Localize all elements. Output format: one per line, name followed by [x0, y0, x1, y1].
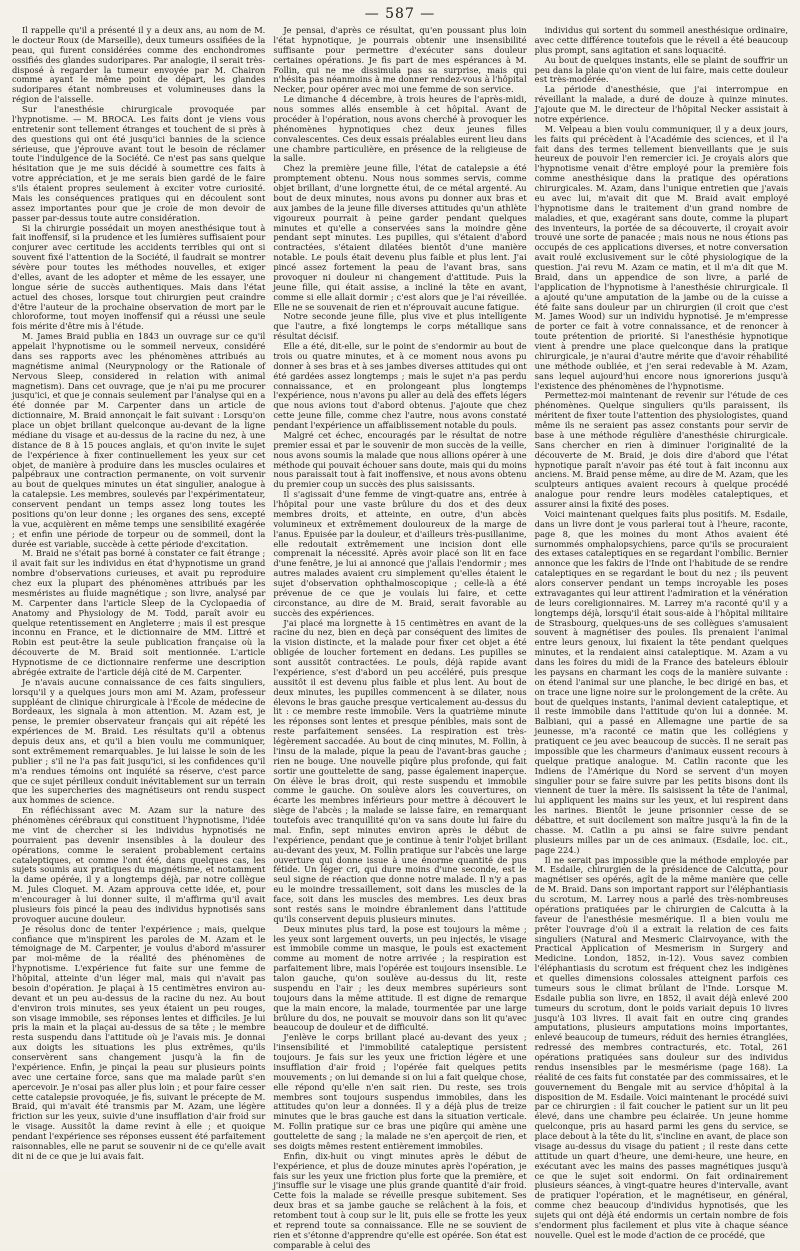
page-header: [12, 6, 788, 26]
page-number: — 587 —: [364, 6, 436, 22]
paragraph: Voici maintenant quelques faits plus positifs. M. Esdaile, dans un livre dont je vous parlerai tout à l'heure, raconte, page 8, que les moines du mont Athos avaient été surnommés omphalopsychiens, parce qu'ils se procuraient des extases cataleptiques en se regardant l'ombilic. Bernier annonce que les fakirs de l'Inde ont l'habitude de se rendre cataleptiques en se regardant le bout du nez ; ils peuvent alors conserver pendant un temps incroyable les poses extravagantes qui leur attirent l'admiration et la vénération de leurs coreligionnaires. M. Larrey m'a raconté qu'il y a longtemps déjà, lorsqu'il était sous-aide à l'hôpital militaire de Strasbourg, quelques-uns de ses collègues s'amusaient souvent à magnétiser des poules. Ils prenaient l'animal entre leurs genoux, lui fixaient la tête pendant quelques minutes, et la rendaient ainsi cataleptique. M. Azam a vu dans les foires du midi de la France des bateleurs éblouir les paysans en charmant les coqs de la manière suivante : on étend l'animal sur une planche, le bec dirigé en bas, et on trace une ligne noire sur le prolongement de la crête. Au bout de quelques instants, l'animal devient cataleptique, et il reste immobile dans l'attitude qu'on lui a donnée. M. Balbiani, qui a passé en Allemagne une partie de sa jeunesse, m'a raconté ce matin que les collégiens y pratiquent ce jeu avec beaucoup de succès. Il ne serait pas impossible que les charmeurs d'animaux eussent recours à quelque pratique analogue. M. Catlin raconte que les Indiens de l'Amérique du Nord se servent d'un moyen singulier pour se faire suivre par les petits bisons dont ils viennent de tuer la mère. Ils saisissent la tête de l'animal, lui appliquent les mains sur les yeux, et lui respirent dans les narines. Bientôt le jeune prisonnier cesse de se débattre, et suit docilement son maître jusqu'à la fin de la chasse. M. Catlin a pu ainsi se faire suivre pendant plusieurs milles par un de ces animaux. (Esdaile, loc. cit., page 224.): [534, 508, 788, 855]
paragraph: M. Velpeau a bien voulu communiquer, il y a deux jours, les faits qui précèdent à l'Académie des sciences, et il l'a fait dans des termes tellement bienveillants que je suis heureux de pouvoir l'en remercier ici. Je croyais alors que l'hypnotisme venait d'être employé pour la première fois comme anesthésique dans la pratique des opérations chirurgicales. M. Azam, dans l'unique entretien que j'avais eu avec lui, m'avait dit que M. Braid avait employé l'hypnotisme dans le traitement d'un grand nombre de maladies, et que, exagérant sans doute, comme la plupart des inventeurs, la portée de sa découverte, il croyait avoir trouvé une sorte de panacée ; mais nous ne nous étions pas occupés de ces applications diverses, et notre conversation avait roulé exclusivement sur le côté physiologique de la question. J'ai revu M. Azam ce matin, et il m'a dit que M. Braid, dans un appendice de son livre, a parlé de l'application de l'hypnotisme à l'anesthésie chirurgicale. Il a ajouté qu'une amputation de la jambe ou de la cuisse a été faite sans douleur par un chirurgien (il croit que c'est M. James Wood) sur un individu hypnotisé. Je m'empresse de porter ce fait à votre connaissance, et de renoncer à toute prétention de priorité. Si l'anesthésie hypnotique vient à prendre une place quelconque dans la pratique chirurgicale, je n'aurai d'autre mérite que d'avoir réhabilité une méthode oubliée, et j'en serai redevable à M. Azam, sans lequel aujourd'hui encore nous ignorerions jusqu'à l'existence des phénomènes de l'hypnotisme.: [534, 123, 788, 391]
paragraph: M. Braid ne s'était pas borné à constater ce fait étrange ; il avait fait sur les individus en état d'hypnotisme un grand nombre d'observations curieuses, et avait pu reproduire chez eux la plupart des phénomènes attribués par les mesméristes au fluide magnétique ; son livre, analysé par M. Carpenter dans l'article Sleep de la Cyclopaedia of Anatomy and Physiology de M. Todd, paraît avoir eu quelque retentissement en Angleterre ; mais il est presque inconnu en France, et le dictionnaire de MM. Littré et Robin est peut-être la seule publication française où la découverte de M. Braid soit mentionnée. L'article Hypnotisme de ce dictionnaire renferme une description abrégée extraite de l'article déjà cité de M. Carpenter.: [12, 548, 266, 677]
paragraph: individus qui sortent du sommeil anesthésique ordinaire, avec cette différence toutefois que le réveil a été beaucoup plus prompt, sans agitation et sans loquacité.: [534, 25, 788, 55]
paragraph: Malgré cet échec, encouragés par le résultat de notre premier essai et par le souvenir de mon succès de la veille, nous avons soumis la malade que nous allions opérer à une méthode qui pouvait échouer sans doute, mais qui du moins nous paraissait tout à fait inoffensive, et nous avons obtenu du premier coup un succès des plus saisissants.: [273, 429, 527, 490]
paragraph: Je pensai, d'après ce résultat, qu'en poussant plus loin l'état hypnotique, je pourrais obtenir une insensibilité suffisante pour permettre d'exécuter sans douleur certaines opérations. Je fis part de mes espérances à M. Follin, qui ne me dissimula pas sa surprise, mais qui n'hésita pas néanmoins à me donner rendez-vous à l'hôpital Necker, pour opérer avec moi une femme de son service.: [273, 25, 527, 95]
text-columns: [12, 25, 788, 1250]
paragraph: J'enlève le corps brillant placé au-devant des yeux ; l'insensibilité et l'immobilité cataleptique persistent toujours. Je fais sur les yeux une friction légère et une insufflation d'air froid ; l'opérée fait quelques petits mouvements ; on lui demande si on lui a fait quelque chose, elle répond qu'elle n'en sait rien. Du reste, ses trois membres sont toujours suspendus immobiles, dans les attitudes qu'on leur a données. Il y a déjà plus de treize minutes que le bras gauche est dans la situation verticale. M. Follin pratique sur ce bras une piqûre qui amène une gouttelette de sang ; la malade ne s'en aperçoit de rien, et ses doigts mêmes restent entièrement immobiles.: [273, 1032, 527, 1151]
paragraph: Permettez-moi maintenant de revenir sur l'étude de ces phénomènes. Quelque singuliers qu'ils paraissent, ils méritent de fixer toute l'attention des physiologistes, quand même ils ne seraient pas assez constants pour servir de base à une méthode régulière d'anesthésie chirurgicale. Sans chercher en rien à diminuer l'originalité de la découverte de M. Braid, je dois dire d'abord que l'état hypnotique paraît n'avoir pas été tout à fait inconnu aux anciens. M. Braid pense même, au dire de M. Azam, que les sculpteurs antiques avaient recours à quelque procédé analogue pour rendre leurs modèles cataleptiques, et assurer ainsi la fixité des poses.: [534, 390, 788, 509]
paragraph: Le dimanche 4 décembre, à trois heures de l'après-midi, nous sommes allés ensemble à cet hôpital. Avant de procéder à l'opération, nous avons cherché à provoquer les phénomènes hypnotiques chez deux jeunes filles convalescentes. Ces deux essais préalables eurent lieu dans une chambre particulière, en présence de la religieuse de la salle.: [273, 94, 527, 164]
paragraph: La période d'anesthésie, que j'ai interrompue en réveillant la malade, a duré de douze à quinze minutes. J'ajoute que M. le directeur de l'hôpital Necker assistait à notre expérience.: [534, 84, 788, 124]
paragraph: Si la chirurgie possédait un moyen anesthésique tout à fait inoffensif, si la prudence et les lumières suffisaient pour conjurer avec certitude les accidents terribles qui ont si souvent fixé l'attention de la Société, il faudrait se montrer sévère pour toutes les méthodes nouvelles, et exiger d'elles, avant de les adopter et même de les essayer, une longue série de succès authentiques. Mais dans l'état actuel des choses, lorsque tout chirurgien peut craindre d'être l'auteur de la prochaine observation de mort par le chloroforme, tout moyen inoffensif qui a réussi une seule fois mérite d'être mis à l'étude.: [12, 222, 266, 332]
paragraph: Notre seconde jeune fille, plus vive et plus intelligente que l'autre, a fixé longtemps le corps métallique sans résultat décisif.: [273, 311, 527, 342]
paragraph: J'ai placé ma lorgnette à 15 centimètres en avant de la racine du nez, bien en deçà par conséquent des limites de la vision distincte, et la malade pour fixer cet objet a été obligée de loucher fortement en dedans. Les pupilles se sont aussitôt contractées. Le pouls, déjà rapide avant l'expérience, s'est d'abord un peu accéléré, puis presque aussitôt il est devenu plus faible et plus lent. Au bout de deux minutes, les pupilles commencent à se dilater, nous élevons le bras gauche presque verticalement au-dessus du lit : ce membre reste immobile. Vers la quatrième minute les réponses sont lentes et presque pénibles, mais sont de reste parfaitement sensées. La respiration est très-légèrement saccadée. Au bout de cinq minutes, M. Follin, à l'insu de la malade, pique la peau de l'avant-bras gauche ; rien ne bouge. Une nouvelle piqûre plus profonde, qui fait sortir une gouttelette de sang, passe également inaperçue. On élève le bras droit, qui reste suspendu et immobile comme le gauche. On soulève alors les couvertures, on écarte les membres inférieurs pour mettre à découvert le siège de l'abcès ; la malade se laisse faire, en remarquant toutefois avec tranquillité qu'on va sans doute lui faire du mal. Enfin, sept minutes environ après le début de l'expérience, pendant que je continue à tenir l'objet brillant au-devant des yeux, M. Follin pratique sur l'abcès une large ouverture qui donne issue à une énorme quantité de pus fétide. Un léger cri, qui dure moins d'une seconde, est le seul signe de réaction que donne notre malade. Il n'y a pas eu le moindre tressaillement, soit dans les muscles de la face, soit dans les muscles des membres. Les deux bras sont restés sans le moindre ébranlement dans l'attitude qu'ils conservent depuis plusieurs minutes.: [273, 617, 527, 924]
paragraph: Je n'avais aucune connaissance de ces faits singuliers, lorsqu'il y a quelques jours mon ami M. Azam, professeur suppléant de clinique chirurgicale à l'École de médecine de Bordeaux, les signala à mon attention. M. Azam est, je pense, le premier observateur français qui ait répété les expériences de M. Braid. Les résultats qu'il a obtenus depuis deux ans, et qu'il a bien voulu me communiquer, sont extrêmement remarquables. Je lui laisse le soin de les publier ; s'il ne l'a pas fait jusqu'ici, si les confidences qu'il m'a rendues témoins ont inquiété sa réserve, c'est parce que ce sujet périlleux conduit inévitablement sur un terrain que les supercheries des magnétiseurs ont rendu suspect aux hommes de science.: [12, 676, 266, 806]
paragraph: Je résolus donc de tenter l'expérience ; mais, quelque confiance que m'inspirent les paroles de M. Azam et le témoignage de M. Carpenter, je voulus d'abord m'assurer par moi-même de la réalité des phénomènes de l'hypnotisme. L'expérience fut faite sur une femme de l'hôpital, atteinte d'un léger mal, mais qui n'avait pas besoin d'opération. Je plaçai à 15 centimètres environ au-devant et un peu au-dessus de la racine du nez. Au bout d'environ trois minutes, ses yeux étaient un peu rouges, son visage immobile, ses réponses lentes et difficiles. Je lui pris la main et la plaçai au-dessus de sa tête ; le membre resta suspendu dans l'attitude où je l'avais mis. Je donnai aux doigts les situations les plus extrêmes, qu'ils conservèrent sans changement jusqu'à la fin de l'expérience. Enfin, je pinçai la peau sur plusieurs points avec une certaine force, sans que ma malade parût s'en apercevoir. Je n'osai pas aller plus loin ; et pour faire cesser cette catalepsie provoquée, je fis, suivant le précepte de M. Braid, qui m'avait été transmis par M. Azam, une légère friction sur les yeux, suivie d'une insufflation d'air froid sur le visage. Aussitôt la dame revint à elle ; et quoique pendant l'expérience ses réponses eussent été parfaitement raisonnables, elle ne parut se souvenir ni de ce qu'elle avait dit ni de ce que je lui avais fait.: [12, 923, 266, 1161]
column-left: [12, 26, 265, 1251]
paragraph: Chez la première jeune fille, l'état de catalepsie a été promptement obtenu. Nous nous sommes servis, comme objet brillant, d'une lorgnette étui, de ce métal argenté. Au bout de deux minutes, nous avons pu donner aux bras et aux jambes de la jeune fille diverses attitudes qu'un athlète vigoureux pourrait à peine garder pendant quelques minutes et qu'elle a conservées sans la moindre gêne pendant sept minutes. Les pupilles, qui s'étaient d'abord contractées, s'étaient dilatées bientôt d'une manière notable. Le pouls était devenu plus faible et plus lent. J'ai pincé assez fortement la peau de l'avant bras, sans provoquer ni douleur ni changement d'attitude. Puis la jeune fille, qui était assise, a incliné la tête en avant, comme si elle allait dormir ; c'est alors que je l'ai réveillée. Elle ne se souvenait de rien et n'éprouvait aucune fatigue.: [273, 163, 527, 312]
paragraph: Sur l'anesthésie chirurgicale provoquée par l'hypnotisme. — M. BROCA. Les faits dont je viens vous entretenir sont tellement étranges et touchent de si près à des questions qui ont été jusqu'ici bannies de la science sérieuse, que j'éprouve avant tout le besoin de réclamer toute l'indulgence de la Société. Ce n'est pas sans quelque hésitation que je me suis décidé à soumettre ces faits à votre appréciation, et je me serais bien gardé de le faire s'ils étaient propres seulement à exciter votre curiosité. Mais les conséquences pratiques qui en découlent sont assez importantes pour que je croie de mon devoir de passer par-dessus toute autre considération.: [12, 104, 266, 223]
paragraph: Il rappelle qu'il a présenté il y a deux ans, au nom de M. le docteur Roux (de Marseille), deux tumeurs ossifiées de la peau, qui furent considérées comme des enchondromes ossifiés des glandes sudoripares. Par analogie, il serait très-disposé à regarder la tumeur envoyée par M. Chairon comme ayant le même point de départ, les glandes sudoripares étant nombreuses et volumineuses dans la région de l'aisselle.: [12, 25, 266, 105]
paragraph: En réfléchissant avec M. Azam sur la nature des phénomènes cérébraux qui constituent l'hypnotisme, l'idée me vint de chercher si les individus hypnotisés ne pourraient pas devenir insensibles à la douleur des opérations, comme le seraient probablement certains cataleptiques, et comme l'ont été, dans quelques cas, les sujets soumis aux pratiques du magnétisme, et notamment la dame opérée, il y a longtemps déjà, par notre collègue M. Jules Cloquet. M. Azam approuva cette idée, et, pour m'encourager à lui donner suite, il m'affirma qu'il avait plusieurs fois pincé la peau des individus hypnotisés sans provoquer aucune douleur.: [12, 805, 266, 924]
paragraph: Au bout de quelques instants, elle se plaint de souffrir un peu dans la plaie qu'on vient de lui faire, mais cette douleur est très-modérée.: [534, 54, 788, 85]
paragraph: Deux minutes plus tard, la pose est toujours la même ; les yeux sont largement ouverts, un peu injectés, le visage est immobile comme un masque, le pouls est exactement comme au moment de notre arrivée ; la respiration est parfaitement libre, mais l'opérée est toujours insensible. Le talon gauche, qu'on soulève au-dessus du lit, reste suspendu en l'air ; les deux membres supérieurs sont toujours dans la même attitude. Il est digne de remarque que la main encore, la malade, tourmentée par une large brûlure du dos, ne pouvait se mouvoir dans son lit qu'avec beaucoup de douleur et de difficulté.: [273, 923, 527, 1033]
column-right: [535, 26, 788, 1251]
paragraph: Il s'agissait d'une femme de vingt-quatre ans, entrée à l'hôpital pour une vaste brûlure du dos et des deux membres droits, et atteinte, en outre, d'un abcès volumineux et extrêmement douloureux de la marge de l'anus. Épuisée par la douleur, et d'ailleurs très-pusillanime, elle redoutait extrêmement une incision dont elle comprenait la nécessité. Après avoir placé son lit en face d'une fenêtre, je lui ai annoncé que j'allais l'endormir ; mes autres malades avaient cru simplement qu'elles étaient le sujet d'observation ophthalmoscopique ; celle-là a été prévenue de ce que je voulais lui faire, et cette circonstance, au dire de M. Braid, serait favorable au succès des expériences.: [273, 489, 527, 618]
paragraph: Enfin, dix-huit ou vingt minutes après le début de l'expérience, et plus de douze minutes après l'opération, je fais sur les yeux une friction plus forte que la première, et j'insuffle sur le visage une plus grande quantité d'air froid. Cette fois la malade se réveille presque subitement. Ses deux bras et sa jambe gauche se relâchent à la fois, et retombent tout à coup sur le lit, puis elle se frotte les yeux et reprend toute sa connaissance. Elle ne se souvient de rien et s'étonne d'apprendre qu'elle est opérée. Son état est comparable à celui des: [273, 1150, 527, 1250]
column-middle: [273, 26, 526, 1251]
paragraph: Il ne serait pas impossible que la méthode employée par M. Esdaile, chirurgien de la présidence de Calcutta, pour magnétiser ses opérés, agît de la même manière que celle de M. Braid. Dans son important rapport sur l'éléphantiasis du scrotum, M. Larrey nous a parlé des très-nombreuses opérations pratiquées par le chirurgien de Calcutta à la faveur de l'anesthésie mesmérique. Il a bien voulu me prêter l'ouvrage d'où il a extrait la relation de ces faits singuliers (Natural and Mesmeric Clairvoyance, with the Practical Application of Mesmerism in Surgery and Medicine. London, 1852, in-12). Vous savez combien l'éléphantiasis du scrotum est fréquent chez les indigènes et quelles dimensions colossales atteignent parfois ces tumeurs sous le climat brûlant de l'Inde. Lorsque M. Esdaile publia son livre, en 1852, il avait déjà enlevé 200 tumeurs du scrotum, dont le poids variait depuis 10 livres jusqu'à 103 livres. Il avait fait en outre cinq grandes amputations, plusieurs amputations moins importantes, enlevé beaucoup de tumeurs, réduit des hernies étranglées, redressé des membres contracturés, etc. Total, 261 opérations pratiquées sans douleur sur des individus rendus insensibles par le mesmérisme (page 168). La réalité de ces faits fut constatée par des commissaires, et le gouvernement du Bengale mit au service d'hôpital à la disposition de M. Esdaile. Voici maintenant le procédé suivi par ce chirurgien : il fait coucher le patient sur un lit peu élevé, dans une chambre peu éclairée. Un jeune homme quelconque, pris au hasard parmi les gens du service, se place debout à la tête du lit, s'incline en avant, de place son visage au-dessus du visage du patient ; il reste dans cette attitude un quart d'heure, une demi-heure, une heure, en exécutant avec les mains des passes magnétiques jusqu'à ce que le sujet soit endormi. On fait ordinairement plusieurs séances, à vingt-quatre heures d'intervalle, avant de pratiquer l'opération, et le magnétiseur, en général, comme chez beaucoup d'individus hypnotisés, que les sujets qui ont déjà été endormis un certain nombre de fois s'endorment plus facilement et plus vite à chaque séance nouvelle. Quel est le mode d'action de ce procédé, que: [534, 854, 788, 1240]
paragraph: M. James Braid publia en 1843 un ouvrage sur ce qu'il appelait l'hypnotisme ou le sommeil nerveux, considéré dans ses rapports avec les phénomènes attribués au magnétisme animal (Neurypnology or the Rationale of Nervous Sleep, considered in relation with animal magnetism). Dans cet ouvrage, que je n'ai pu me procurer jusqu'ici, et que je connais seulement par l'analyse qui en a été donnée par M. Carpenter dans un article de dictionnaire, M. Braid annonçait le fait suivant : Lorsqu'on place un objet brillant quelconque au-devant de la ligne médiane du visage et au-dessus de la racine du nez, à une distance de 8 à 15 pouces anglais, et qu'on invite le sujet de l'expérience à fixer continuellement les yeux sur cet objet, de manière à produire dans les muscles oculaires et palpébraux une contraction permanente, on voit survenir au bout de quelques minutes un état singulier, analogue à la catalepsie. Les membres, soulevés par l'expérimentateur, conservent pendant un temps assez long toutes les positions qu'on leur donne ; les organes des sens, excepté la vue, acquièrent en même temps une sensibilité exagérée ; et enfin une période de torpeur ou de sommeil, dont la durée est variable, succède à cette période d'excitation.: [12, 331, 266, 549]
paragraph: Elle a été, dit-elle, sur le point de s'endormir au bout de trois ou quatre minutes, et à ce moment nous avons pu donner à ses bras et à ses jambes diverses attitudes qui ont été gardées assez longtemps ; mais le sujet n'a pas perdu connaissance, et en prolongeant plus longtemps l'expérience, nous n'avons pu aller au delà des effets légers que nous avions tout d'abord obtenus. J'ajoute que chez cette jeune fille, comme chez l'autre, nous avons constaté pendant l'expérience un affaiblissement notable du pouls.: [273, 341, 527, 430]
